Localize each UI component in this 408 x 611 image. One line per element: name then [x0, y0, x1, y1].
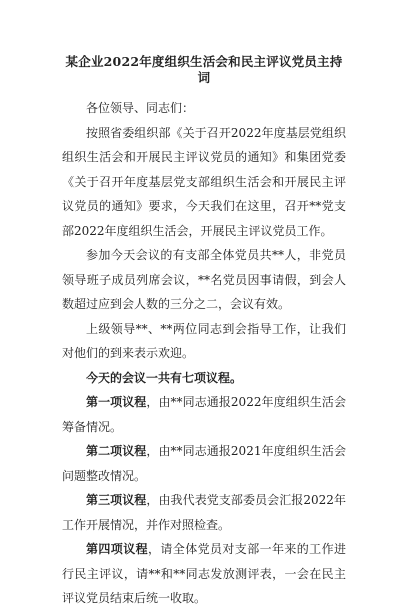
paragraph-attendance: 参加今天会议的有支部全体党员共**人，非党员领导班子成员列席会议，**名党员因事请假，到会人数超过应到会人数的三分之二，会议有效。 [62, 248, 346, 311]
agenda-intro: 今天的会议一共有七项议程。 [86, 370, 243, 385]
agenda-item-2-lead: 第二项议程 [86, 444, 147, 458]
agenda-item-4-lead: 第四项议程 [86, 542, 148, 556]
greeting: 各位领导、同志们： [86, 101, 195, 115]
paragraph-guests: 上级领导**、**两位同志到会指导工作，让我们对他们的到来表示欢迎。 [62, 321, 346, 360]
agenda-item-1-lead: 第一项议程 [86, 395, 147, 409]
agenda-item-3-text: ，由我代表党支部委员会汇报2022年工作开展情况，并作对照检查。 [62, 493, 346, 532]
agenda-item-3 [62, 488, 346, 537]
agenda-item-2-text: ，由**同志通报2021年度组织生活会问题整改情况。 [62, 444, 346, 483]
agenda-item-4-text: ，请全体党员对支部一年来的工作进行民主评议，请**和**同志发放测评表，一会在民主评议党员结束后统一收取。 [62, 542, 346, 605]
agenda-item-1-text: ，由**同志通报2022年度组织生活会筹备情况。 [62, 395, 346, 434]
agenda-item-4 [62, 537, 346, 611]
agenda-item-3-lead: 第三项议程 [86, 493, 147, 507]
agenda-item-2 [62, 439, 346, 488]
document-title: 某企业2022年度组织生活会和民主评议党员主持词 [65, 54, 343, 85]
paragraph-notice: 按照省委组织部《关于召开2022年度基层党组织组织生活会和开展民主评议党员的通知》和集团党委《关于召开年度基层党支部组织生活会和开展民主评议党员的通知》要求，今天我们在这里，召开**党支部2022年度组织生活会，开展民主评议党员工作。 [62, 125, 346, 238]
agenda-item-1 [62, 390, 346, 439]
